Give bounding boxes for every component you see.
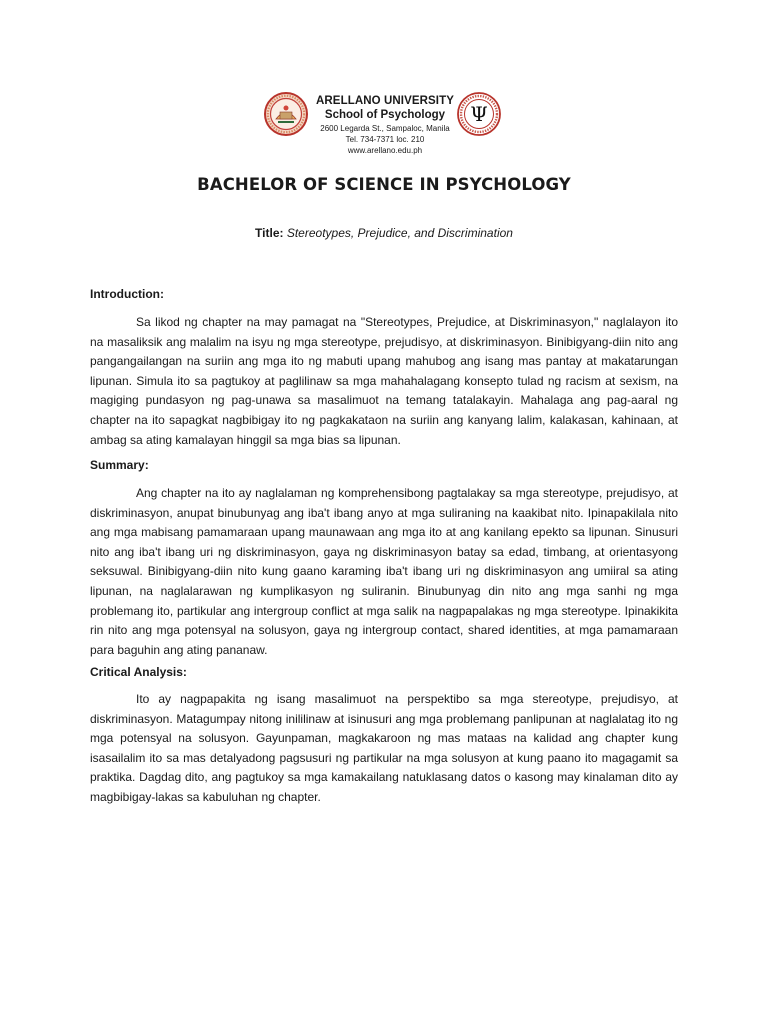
critical-analysis-heading: Critical Analysis: (90, 665, 187, 679)
institution-block (300, 94, 470, 156)
introduction-paragraph: Sa likod ng chapter na may pamagat na "Stereotypes, Prejudice, at Diskriminasyon," naglalayon ito na masaliksik ang malalim na isyu ng mga stereotype, prejudisyo, at diskriminasyon. Binibigyang-diin nito ang pangangailangan na suriin ang mga ito ng mabuti upang mahubog ang isang mas pantay at makatarungan lipunan. Simula ito sa pagtukoy at paglilinaw sa mga mahahalagang konsepto tulad ng racism at sexism, na magiging pundasyon ng pag-unawa sa masalimuot na temang tatalakayin. Mahalaga ang pag-aaral ng chapter na ito sapagkat nagbibigay ito ng pagkakataon na suriin ang kanyang lalim, kalakasan, kahinaan, at ambag sa ating kamalayan hinggil sa mga bias sa lipunan. (90, 315, 678, 447)
psi-symbol: Ψ (470, 102, 488, 126)
title-label: Title: (255, 226, 284, 240)
website: www.arellano.edu.ph (347, 146, 423, 155)
letterhead (0, 92, 768, 166)
degree-title: BACHELOR OF SCIENCE IN PSYCHOLOGY (197, 175, 571, 194)
address: 2600 Legarda St., Sampaloc, Manila (320, 124, 450, 133)
psychology-seal-icon (457, 92, 501, 136)
telephone: Tel. 734-7371 loc. 210 (345, 135, 425, 144)
summary-paragraph: Ang chapter na ito ay naglalaman ng komprehensibong pagtalakay sa mga stereotype, prejudisyo, at diskriminasyon, anupat binubunyag ang iba't ibang anyo at mga suliraning na kaakibat nito. Ipinapakilala nito ang mga mabisang pamamaraan upang maunawaan ang mga ito at ang kanilang epekto sa lipunan. Sinusuri nito ang iba't ibang uri ng diskriminasyon, gaya ng diskriminasyon batay sa edad, timbang, at orientasyong seksuwal. Binibigyang-diin nito kung gaano karaming iba't ibang uri ng diskriminasyon ang umiiral sa ating lipunan, na naglalarawan ng kumplikasyon ng suliranin. Binubunyag din nito ang mga sanhi ng mga problemang ito, partikular ang intergroup conflict at mga salik na nagpapalakas ng mga stereotype. Ipinakikita rin nito ang mga potensyal na solusyon, gaya ng intergroup contact, shared identities, at mga pamamaraan para baguhin ang ating pananaw. (90, 486, 678, 657)
summary-heading: Summary: (90, 458, 149, 472)
university-name: ARELLANO UNIVERSITY (316, 95, 454, 107)
document-title (0, 226, 768, 240)
introduction-heading: Introduction: (90, 287, 164, 301)
title-value: Stereotypes, Prejudice, and Discrimination (286, 226, 513, 240)
critical-analysis-paragraph: Ito ay nagpapakita ng isang masalimuot na perspektibo sa mga stereotype, prejudisyo, at diskriminasyon. Matagumpay nitong inililinaw at isinusuri ang mga problemang panlipunan at naglalatag ito ng mga potensyal na solusyon. Gayunpaman, magkakaroon ng mas mataas na kalidad ang chapter kung isasailalim ito sa mas detalyadong pagsusuri ng partikular na mga solusyon at kung paano ito magagamit sa praktika. Dagdag dito, ang pagtukoy sa mga kamakailang natuklasang datos o kasong may kinalaman dito ay magbibigay-lakas sa kabuluhan ng chapter. (90, 692, 678, 804)
school-name: School of Psychology (324, 109, 446, 121)
